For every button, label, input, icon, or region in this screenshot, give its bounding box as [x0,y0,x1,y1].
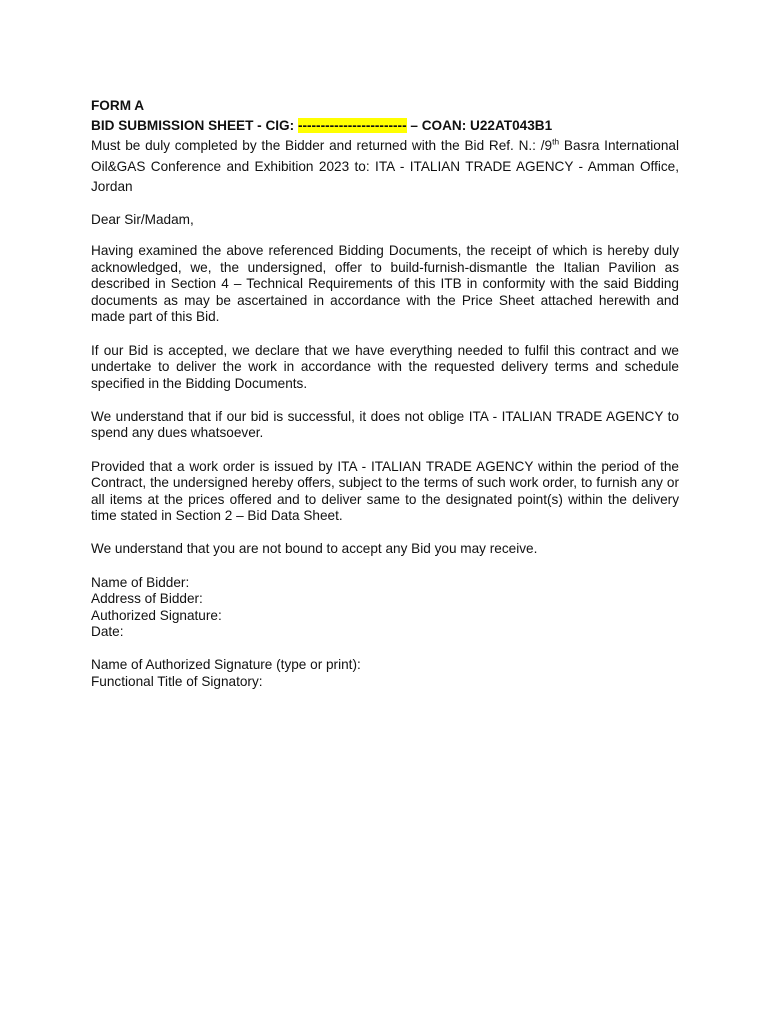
paragraph-acceptance: If our Bid is accepted, we declare that we have everything needed to fulfil this contract and we undertake to deliver the work in accordance with the requested delivery terms and schedule specified in the Bidding Documents. [91,342,679,391]
intro-text-start: Must be duly completed by the Bidder and returned with the Bid Ref. N.: /9 [91,138,553,153]
field-authorized-signature-name: Name of Authorized Signature (type or print): [91,657,361,673]
salutation: Dear Sir/Madam, [91,211,194,227]
header-suffix: – COAN: U22AT043B1 [406,118,553,133]
intro-text-end: Basra International Oil&GAS Conference and Exhibition 2023 to: ITA - ITALIAN TRADE AGENCY - Amman Office, Jordan [91,138,680,194]
form-title: FORM A [91,98,145,113]
bid-submission-header [91,116,679,136]
signatory-fields [91,657,679,690]
field-functional-title: Functional Title of Signatory: [91,673,263,689]
paragraph-examined: Having examined the above referenced Bidding Documents, the receipt of which is hereby duly acknowledged, we, the undersigned, offer to build-furnish-dismantle the Italian Pavilion as described in Section 4 – Technical Requirements of this ITB in conformity with the said Bidding documents as may be ascertained in accordance with the Price Sheet attached herewith and made part of this Bid. [91,243,679,325]
paragraph-work-order: Provided that a work order is issued by ITA - ITALIAN TRADE AGENCY within the period of the Contract, the undersigned hereby offers, subject to the terms of such work order, to furnish any or all items at the prices offered and to deliver same to the designated point(s) within the delivery time stated in Section 2 – Bid Data Sheet. [91,458,679,524]
field-address-of-bidder: Address of Bidder: [91,591,203,607]
paragraph-not-bound: We understand that you are not bound to accept any Bid you may receive. [91,541,538,557]
intro-superscript: th [552,136,560,147]
header-prefix: BID SUBMISSION SHEET - CIG: [91,118,298,133]
field-name-of-bidder: Name of Bidder: [91,574,190,590]
intro-instructions [91,136,679,198]
paragraph-no-obligation: We understand that if our bid is successful, it does not oblige ITA - ITALIAN TRADE AGENCY to spend any dues whatsoever. [91,408,679,441]
bidder-fields [91,575,679,641]
cig-highlight: ------------------------ [297,118,407,133]
field-authorized-signature: Authorized Signature: [91,607,222,623]
document-page [91,96,679,707]
field-date: Date: [91,624,124,640]
